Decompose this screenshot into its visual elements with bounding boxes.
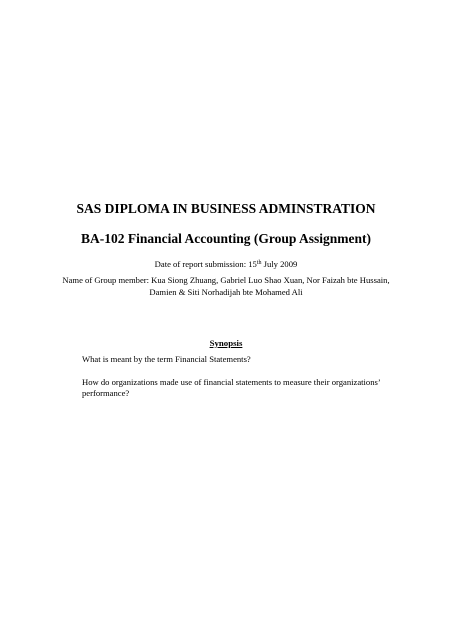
synopsis-question-1: What is meant by the term Financial Statements?	[82, 354, 251, 364]
submission-date-rest: July 2009	[261, 259, 298, 269]
group-members-line-1: Name of Group member: Kua Siong Zhuang, Gabriel Luo Shao Xuan, Nor Faizah bte Hussain,	[62, 275, 390, 285]
document-title: SAS DIPLOMA IN BUSINESS ADMINSTRATION	[76, 201, 376, 216]
synopsis-heading: Synopsis	[209, 338, 243, 348]
submission-date-prefix: Date of report submission: 15	[154, 259, 257, 269]
submission-date	[0, 258, 452, 270]
course-title: BA-102 Financial Accounting (Group Assignment)	[80, 231, 372, 246]
group-members-line-2: Damien & Siti Norhadijah bte Mohamed Ali	[149, 286, 303, 297]
synopsis-question-2: How do organizations made use of financial statements to measure their organizations’ performance?	[82, 377, 381, 398]
group-members	[28, 275, 424, 298]
submission-date-ordinal: th	[256, 260, 262, 266]
